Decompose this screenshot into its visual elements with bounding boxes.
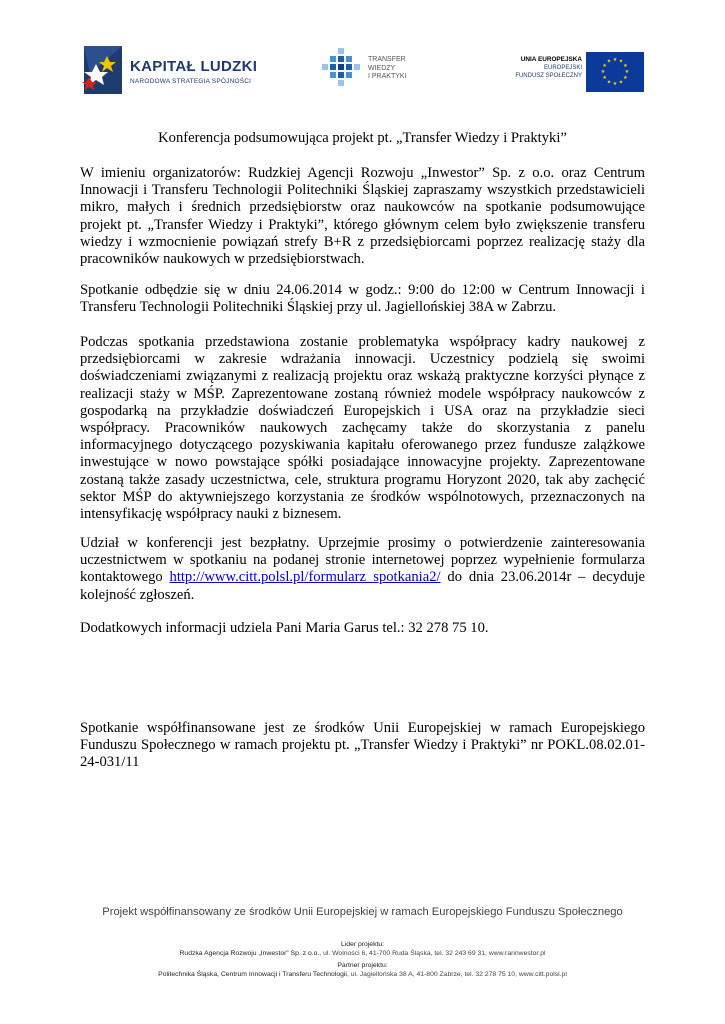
svg-text:★: ★ (623, 63, 628, 69)
transfer-wiedzy-grid-icon (320, 46, 364, 92)
svg-text:★: ★ (623, 75, 628, 81)
footer-partner-label: Partner projektu: (337, 962, 388, 969)
paragraph-cofinancing: Spotkanie współfinansowane jest ze środków Unii Europejskiej w ramach Europejskiego Funduszu Społecznego w ramach projektu pt. „Transfer Wiedzy i Praktyki” nr POKL.08.02.01-24-031/11 (80, 720, 645, 771)
paragraph-registration: Udział w konferencji jest bezpłatny. Uprzejmie prosimy o potwierdzenie zainteresowania uczestnictwem w spotkaniu na podanej stronie internetowej poprzez wypełnienie formularza kontaktowego http://www.citt.polsl.pl/formularz_spotkania2/ do dnia 23.06.2014r – decyduje kolejność zgłoszeń. (80, 535, 645, 603)
document-title: Konferencja podsumowująca projekt pt. „Transfer Wiedzy i Praktyki” (158, 130, 567, 146)
svg-text:★: ★ (624, 69, 630, 75)
eu-flag-icon (586, 52, 644, 92)
svg-text:★: ★ (602, 63, 607, 69)
kapital-ludzki-logo (80, 44, 280, 96)
svg-text:★: ★ (602, 75, 607, 81)
footer-leader-info: Rudzka Agencja Rozwoju „Inwestor” Sp. z o.o., ul. Wolności 6, 41-700 Ruda Śląska, tel. 32 243 69 31, www.rarinwestor.pl (179, 950, 546, 957)
svg-text:★: ★ (612, 57, 618, 63)
footer-leader-label: Lider projektu: (340, 941, 385, 948)
footer-tagline: Projekt współfinansowany ze środków Unii Europejskiej w ramach Europejskiego Funduszu Społecznego (102, 906, 623, 918)
eu-logo-text: UNIA EUROPEJSKA EUROPEJSKI FUNDUSZ SPOŁECZNY (515, 56, 582, 79)
kapital-ludzki-star-icon (80, 44, 124, 96)
svg-text:★: ★ (606, 58, 612, 65)
paragraph-agenda: Podczas spotkania przedstawiona zostanie problematyka współpracy kadry naukowej z przedsiębiorcami w zakresie wdrażania innowacji. Uczestnicy podzielą się swoimi doświadczeniami związanymi z realizacją projektu oraz wskażą praktyczne korzyści płynące z realizacji staży w MŚP. Zaprezentowane zostaną również modele współpracy naukowców z gospodarką na przykładzie doświadczeń Europejskich i USA oraz na przykładzie sieci współpracy. Pracowników naukowych zachęcamy także do skorzystania z panelu informacyjnego dotyczącego pozyskiwania kapitału oferowanego przez fundusze zalążkowe inwestujące w nowo powstające spółki posiadające innowacyjne projekty. Zaprezentowane zostaną także zasady uczestnictwa, cele, struktura programu Horyzont 2020, tak aby zachęcić sektor MŚP do aktywniejszego korzystania ze środków wspólnotowych, przeznaczonych na intensyfikację współpracy nauki z biznesem. (80, 334, 645, 523)
kapital-ludzki-subtitle: NARODOWA STRATEGIA SPÓJNOŚCI (130, 78, 252, 85)
transfer-wiedzy-logo (320, 46, 430, 92)
paragraph-invitation: W imieniu organizatorów: Rudzkiej Agencji Rozwoju „Inwestor” Sp. z o.o. oraz Centrum Innowacji i Transferu Technologii Politechniki Śląskiej zapraszamy wszystkich przedstawicieli mikro, małych i średnich przedsiębiorstw oraz naukowców na spotkanie podsumowujące projekt pt. „Transfer Wiedzy i Praktyki”, którego głównym celem było zwiększenie transferu wiedzy i wzmocnienie powiązań strefy B+R z przedsiębiorcami poprzez realizację staży dla pracowników naukowych w przedsiębiorstwach. (80, 165, 645, 268)
paragraph-contact: Dodatkowych informacji udziela Pani Maria Garus tel.: 32 278 75 10. (80, 620, 489, 636)
paragraph-date-location: Spotkanie odbędzie się w dniu 24.06.2014 w godz.: 9:00 do 12:00 w Centrum Innowacji i Transferu Technologii Politechniki Śląskiej przy ul. Jagiellońskiej 38A w Zabrzu. (80, 282, 645, 316)
svg-text:★: ★ (600, 69, 606, 75)
kapital-ludzki-title: KAPITAŁ LUDZKI (130, 58, 258, 75)
svg-text:★: ★ (618, 58, 624, 65)
transfer-wiedzy-text: TRANSFER WIEDZY I PRAKTYKI (368, 56, 407, 80)
footer-partner-info: Politechnika Śląska, Centrum Innowacji i Transferu Technologii, ul. Jagiellońska 38 A, 41-800 Zabrze, tel. 32 278 75 10, www.citt.polsl.pl (158, 971, 567, 978)
svg-text:★: ★ (612, 81, 618, 87)
svg-text:★: ★ (618, 79, 624, 86)
registration-form-link[interactable]: http://www.citt.polsl.pl/formularz_spotkania2/ (169, 569, 441, 586)
svg-text:★: ★ (606, 79, 612, 86)
eu-logo (498, 50, 648, 94)
